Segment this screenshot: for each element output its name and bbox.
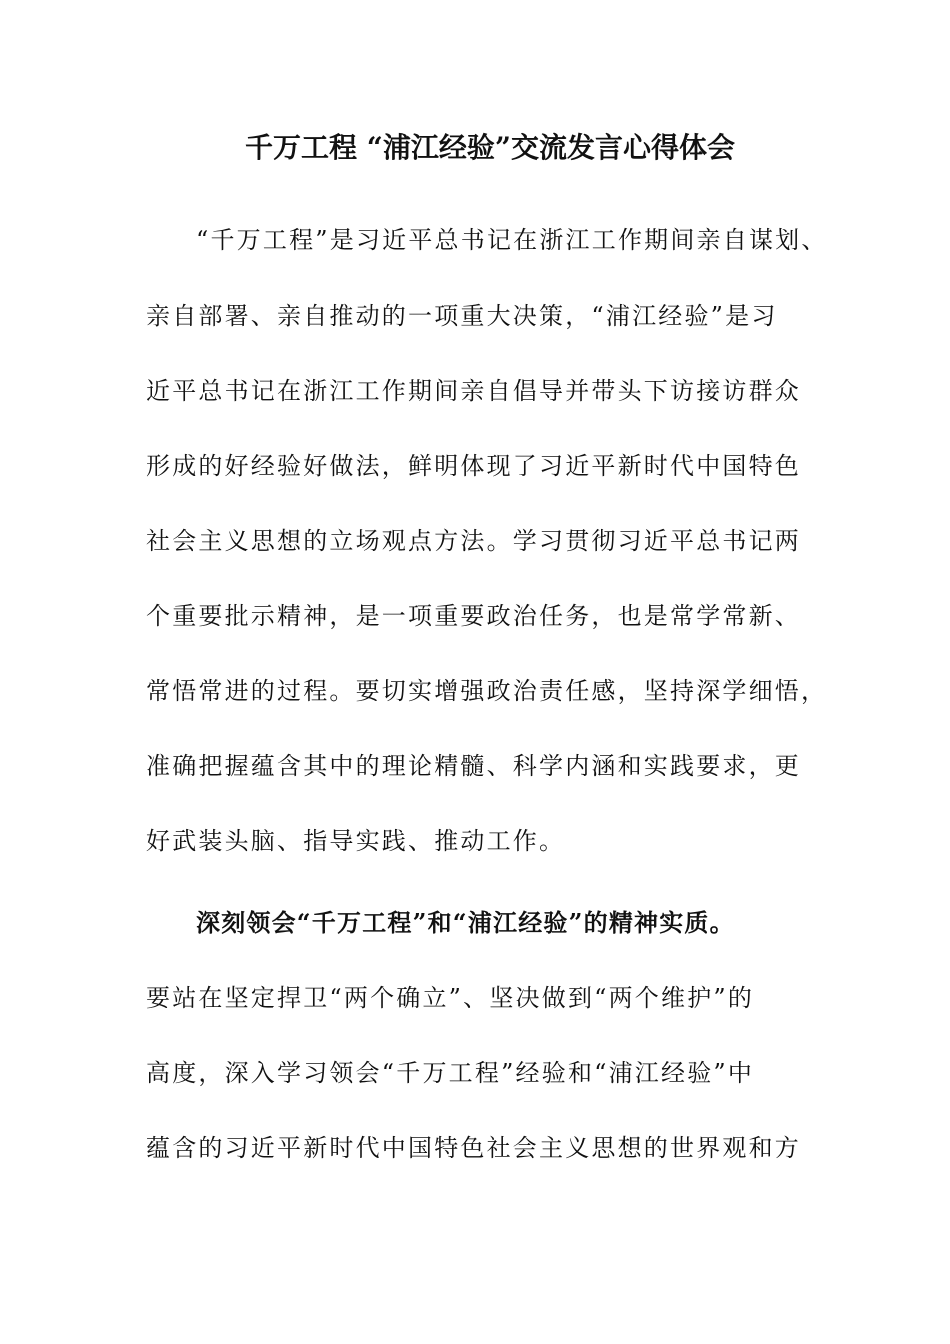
paragraph-1-line-6: 个重要批示精神，是一项重要政治任务，也是常学常新、 [146,602,801,630]
paragraph-1-line-2: 亲自部署、亲自推动的一项重大决策，“浦江经验”是习 [146,302,778,330]
paragraph-1-line-4: 形成的好经验好做法，鲜明体现了习近平新时代中国特色 [146,452,801,480]
paragraph-2-line-1: 要站在坚定捍卫“两个确立”、坚决做到“两个维护”的 [146,984,755,1012]
section-heading: 深刻领会“千万工程”和“浦江经验”的精神实质。 [196,908,735,937]
paragraph-1-line-3: 近平总书记在浙江工作期间亲自倡导并带头下访接访群众 [146,377,801,405]
paragraph-1-line-8: 准确把握蕴含其中的理论精髓、科学内涵和实践要求，更 [146,752,801,780]
document-title: 千万工程 “浦江经验”交流发言心得体会 [245,131,735,164]
paragraph-2-line-3: 蕴含的习近平新时代中国特色社会主义思想的世界观和方 [146,1134,801,1162]
paragraph-1-line-9: 好武装头脑、指导实践、推动工作。 [146,827,566,855]
paragraph-2-line-2: 高度，深入学习领会“千万工程”经验和“浦江经验”中 [146,1059,755,1087]
paragraph-1-line-5: 社会主义思想的立场观点方法。学习贯彻习近平总书记两 [146,527,801,555]
paragraph-1-line-7: 常悟常进的过程。要切实增强政治责任感，坚持深学细悟， [146,677,828,705]
paragraph-1-line-1: “千万工程”是习近平总书记在浙江工作期间亲自谋划、 [196,226,828,254]
